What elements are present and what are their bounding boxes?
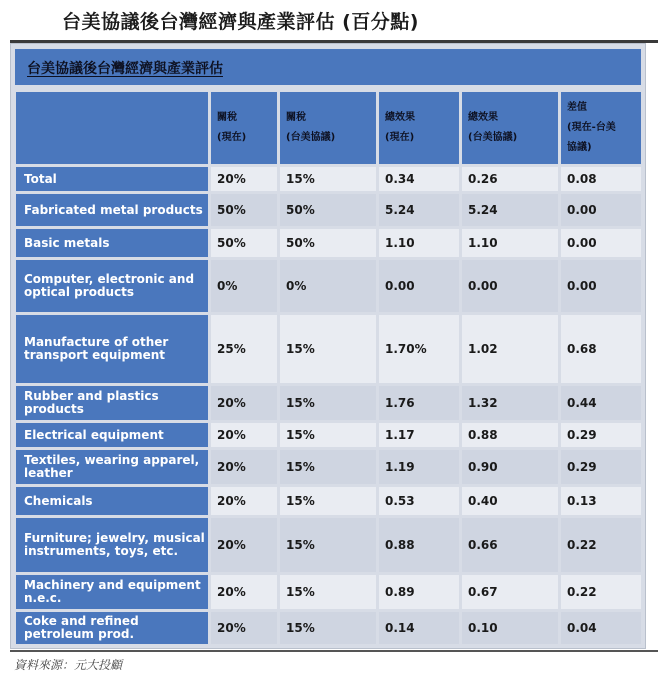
col-header-line: (現在-台美	[567, 122, 616, 133]
cell: 0.00	[561, 194, 641, 226]
cell: 50%	[280, 194, 376, 226]
cell: 0.26	[462, 167, 558, 191]
cell: 0.29	[561, 423, 641, 447]
cell: 0.13	[561, 487, 641, 515]
cell: 0.10	[462, 612, 558, 644]
cell: 1.19	[379, 450, 459, 484]
row-label: Manufacture of other transport equipment	[16, 315, 208, 383]
cell: 20%	[211, 167, 277, 191]
table-row	[16, 315, 641, 383]
cell: 0%	[211, 260, 277, 312]
cell: 0%	[280, 260, 376, 312]
col-header-line: (現在)	[385, 132, 415, 143]
cell: 0.00	[379, 260, 459, 312]
col-header-line: 協議)	[567, 142, 592, 153]
table-panel	[10, 43, 646, 649]
cell: 0.90	[462, 450, 558, 484]
tariff-table	[13, 89, 644, 647]
col-header	[462, 92, 558, 164]
cell: 20%	[211, 386, 277, 420]
col-header-line: (台美協議)	[286, 132, 336, 143]
cell: 1.10	[462, 229, 558, 257]
source-note: 資料來源：元大投顧	[14, 658, 123, 672]
cell: 0.66	[462, 518, 558, 572]
col-header-line: 關稅	[286, 112, 306, 123]
cell: 20%	[211, 423, 277, 447]
table-subtitle: 台美協議後台灣經濟與產業評估	[27, 61, 223, 77]
cell: 0.88	[462, 423, 558, 447]
cell: 0.88	[379, 518, 459, 572]
cell: 0.00	[462, 260, 558, 312]
col-header	[280, 92, 376, 164]
row-label: Electrical equipment	[16, 423, 208, 447]
col-header-line: 總效果	[468, 112, 498, 123]
table-subtitle-bar	[15, 49, 641, 85]
cell: 50%	[211, 229, 277, 257]
row-label: Chemicals	[16, 487, 208, 515]
row-label: Basic metals	[16, 229, 208, 257]
table-row	[16, 575, 641, 609]
cell: 0.34	[379, 167, 459, 191]
cell: 15%	[280, 386, 376, 420]
cell: 1.02	[462, 315, 558, 383]
table-row	[16, 167, 641, 191]
col-header	[379, 92, 459, 164]
header-row	[16, 92, 641, 164]
table-row	[16, 423, 641, 447]
cell: 20%	[211, 450, 277, 484]
col-header-line: 差值	[567, 102, 587, 113]
cell: 15%	[280, 487, 376, 515]
cell: 15%	[280, 315, 376, 383]
cell: 1.70%	[379, 315, 459, 383]
cell: 5.24	[462, 194, 558, 226]
col-header-line: 關稅	[217, 112, 237, 123]
cell: 50%	[280, 229, 376, 257]
cell: 20%	[211, 518, 277, 572]
cell: 0.22	[561, 575, 641, 609]
cell: 15%	[280, 575, 376, 609]
cell: 1.76	[379, 386, 459, 420]
cell: 5.24	[379, 194, 459, 226]
cell: 20%	[211, 612, 277, 644]
cell: 15%	[280, 423, 376, 447]
cell: 0.53	[379, 487, 459, 515]
cell: 0.00	[561, 260, 641, 312]
row-label: Machinery and equipment n.e.c.	[16, 575, 208, 609]
cell: 0.29	[561, 450, 641, 484]
cell: 15%	[280, 167, 376, 191]
table-row	[16, 612, 641, 644]
cell: 15%	[280, 612, 376, 644]
cell: 0.22	[561, 518, 641, 572]
table-row	[16, 194, 641, 226]
col-header-line: 總效果	[385, 112, 415, 123]
table-row	[16, 487, 641, 515]
table-row	[16, 518, 641, 572]
cell: 15%	[280, 518, 376, 572]
col-header	[561, 92, 641, 164]
cell: 50%	[211, 194, 277, 226]
cell: 0.44	[561, 386, 641, 420]
cell: 0.00	[561, 229, 641, 257]
table-row	[16, 229, 641, 257]
col-header-line: (台美協議)	[468, 132, 518, 143]
table-row	[16, 450, 641, 484]
row-label: Textiles, wearing apparel, leather	[16, 450, 208, 484]
cell: 1.10	[379, 229, 459, 257]
cell: 20%	[211, 575, 277, 609]
cell: 0.67	[462, 575, 558, 609]
row-label: Fabricated metal products	[16, 194, 208, 226]
table-row	[16, 260, 641, 312]
row-label: Furniture; jewelry, musical instruments, toys, etc.	[16, 518, 208, 572]
cell: 15%	[280, 450, 376, 484]
cell: 25%	[211, 315, 277, 383]
col-header	[211, 92, 277, 164]
cell: 1.32	[462, 386, 558, 420]
col-header-line: (現在)	[217, 132, 247, 143]
cell: 20%	[211, 487, 277, 515]
cell: 0.08	[561, 167, 641, 191]
header-corner	[16, 92, 208, 164]
table-row	[16, 386, 641, 420]
cell: 0.68	[561, 315, 641, 383]
row-label: Total	[16, 167, 208, 191]
cell: 0.40	[462, 487, 558, 515]
page-title: 台美協議後台灣經濟與產業評估 (百分點)	[62, 11, 419, 33]
cell: 0.89	[379, 575, 459, 609]
row-label: Rubber and plastics products	[16, 386, 208, 420]
row-label: Computer, electronic and optical products	[16, 260, 208, 312]
source-divider	[10, 650, 658, 652]
cell: 0.04	[561, 612, 641, 644]
cell: 0.14	[379, 612, 459, 644]
cell: 1.17	[379, 423, 459, 447]
row-label: Coke and refined petroleum prod.	[16, 612, 208, 644]
